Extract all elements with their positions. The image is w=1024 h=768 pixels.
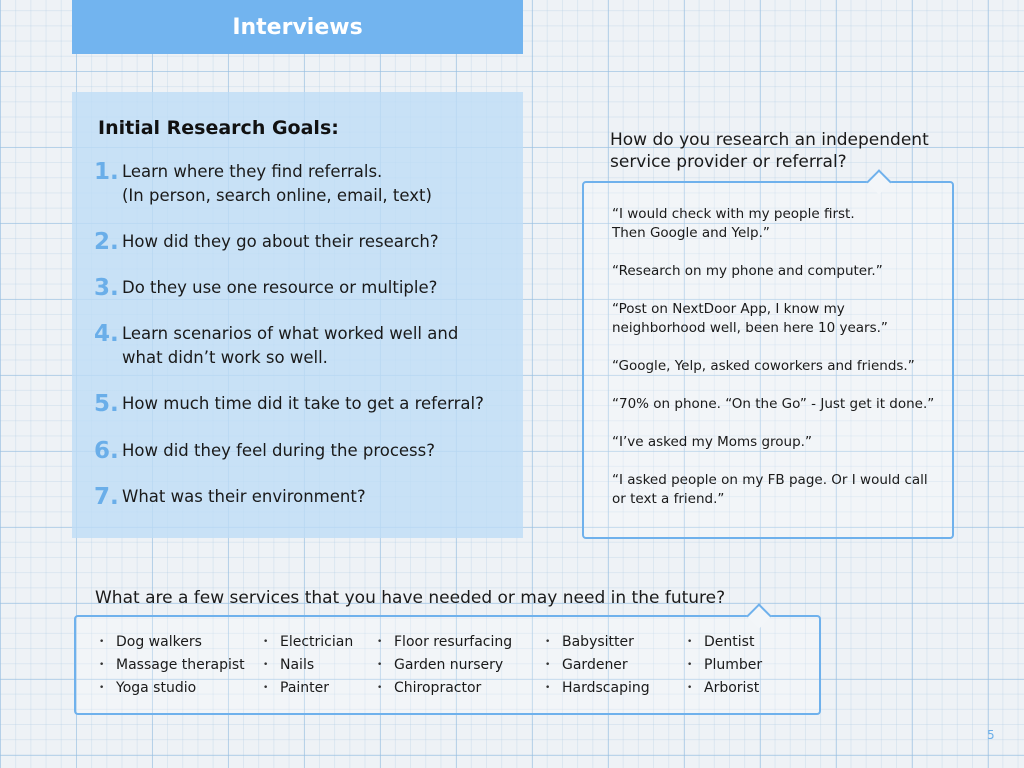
quote: “I’ve asked my Moms group.” <box>612 434 812 450</box>
services-speech-bubble: • Dog walkers • Massage therapist • Yoga studio • Electrician • Nails • Painter • Floor resurfacing • Garden nursery • Chiropractor • Babysitter • Gardener • Hardscaping • Dentist • Plumber • Arborist <box>74 615 821 715</box>
service-item: Painter <box>280 680 330 696</box>
quote: “Google, Yelp, asked coworkers and friends.” <box>612 358 915 374</box>
service-item: Garden nursery <box>394 657 504 673</box>
service-item: Plumber <box>704 657 763 673</box>
goal-text: What was their environment? <box>122 487 366 506</box>
quote: “Post on NextDoor App, I know my neighborhood well, been here 10 years.” <box>612 301 888 336</box>
goal-text: Learn scenarios of what worked well and <box>122 324 459 343</box>
services-question: What are a few services that you have needed or may need in the future? <box>95 588 726 608</box>
service-item: Hardscaping <box>562 680 650 696</box>
goal-text: How did they feel during the process? <box>122 441 436 460</box>
service-item: Dog walkers <box>116 634 202 650</box>
page-title: Interviews <box>232 14 363 40</box>
research-question: How do you research an independent service provider or referral? <box>610 130 929 172</box>
quote: “Research on my phone and computer.” <box>612 263 883 279</box>
goals-title: Initial Research Goals: <box>98 117 339 139</box>
service-item: Arborist <box>704 680 760 696</box>
goal-item <box>94 160 432 208</box>
goal-item <box>94 322 458 370</box>
speech-bubble-pointer <box>866 169 891 194</box>
goal-text: (In person, search online, email, text) <box>122 186 432 205</box>
service-item: Yoga studio <box>116 680 197 696</box>
quote: “70% on phone. “On the Go” - Just get it done.” <box>612 396 935 412</box>
page-number: 5 <box>987 728 995 742</box>
goal-number: 6. <box>94 438 119 464</box>
goal-text: Do they use one resource or multiple? <box>122 278 438 297</box>
goal-item <box>94 485 366 509</box>
service-item: Nails <box>280 657 315 673</box>
goal-number: 2. <box>94 229 119 255</box>
goal-number: 3. <box>94 275 119 301</box>
quotes-speech-bubble <box>582 181 954 539</box>
page-title-banner <box>72 0 523 54</box>
speech-bubble-pointer <box>746 603 771 628</box>
service-item: Dentist <box>704 634 755 650</box>
research-goals-panel <box>72 92 523 538</box>
service-item: Electrician <box>280 634 354 650</box>
service-item: Massage therapist <box>116 657 245 673</box>
goal-text: How much time did it take to get a referral? <box>122 394 484 413</box>
goal-item <box>94 392 484 416</box>
goal-item <box>94 276 437 300</box>
service-item: Gardener <box>562 657 628 673</box>
goal-text: How did they go about their research? <box>122 232 439 251</box>
goal-item <box>94 439 435 463</box>
goal-item <box>94 230 439 254</box>
goal-number: 4. <box>94 321 119 347</box>
goal-number: 1. <box>94 159 119 185</box>
goal-text: what didn’t work so well. <box>122 348 328 367</box>
quote: “I asked people on my FB page. Or I would call or text a friend.” <box>612 472 928 507</box>
service-item: Floor resurfacing <box>394 634 513 650</box>
service-item: Babysitter <box>562 634 634 650</box>
service-item: Chiropractor <box>394 680 482 696</box>
goal-number: 5. <box>94 391 119 417</box>
quote: “I would check with my people first. Then Google and Yelp.” <box>612 206 855 241</box>
goal-text: Learn where they find referrals. <box>122 162 383 181</box>
goal-number: 7. <box>94 484 119 510</box>
